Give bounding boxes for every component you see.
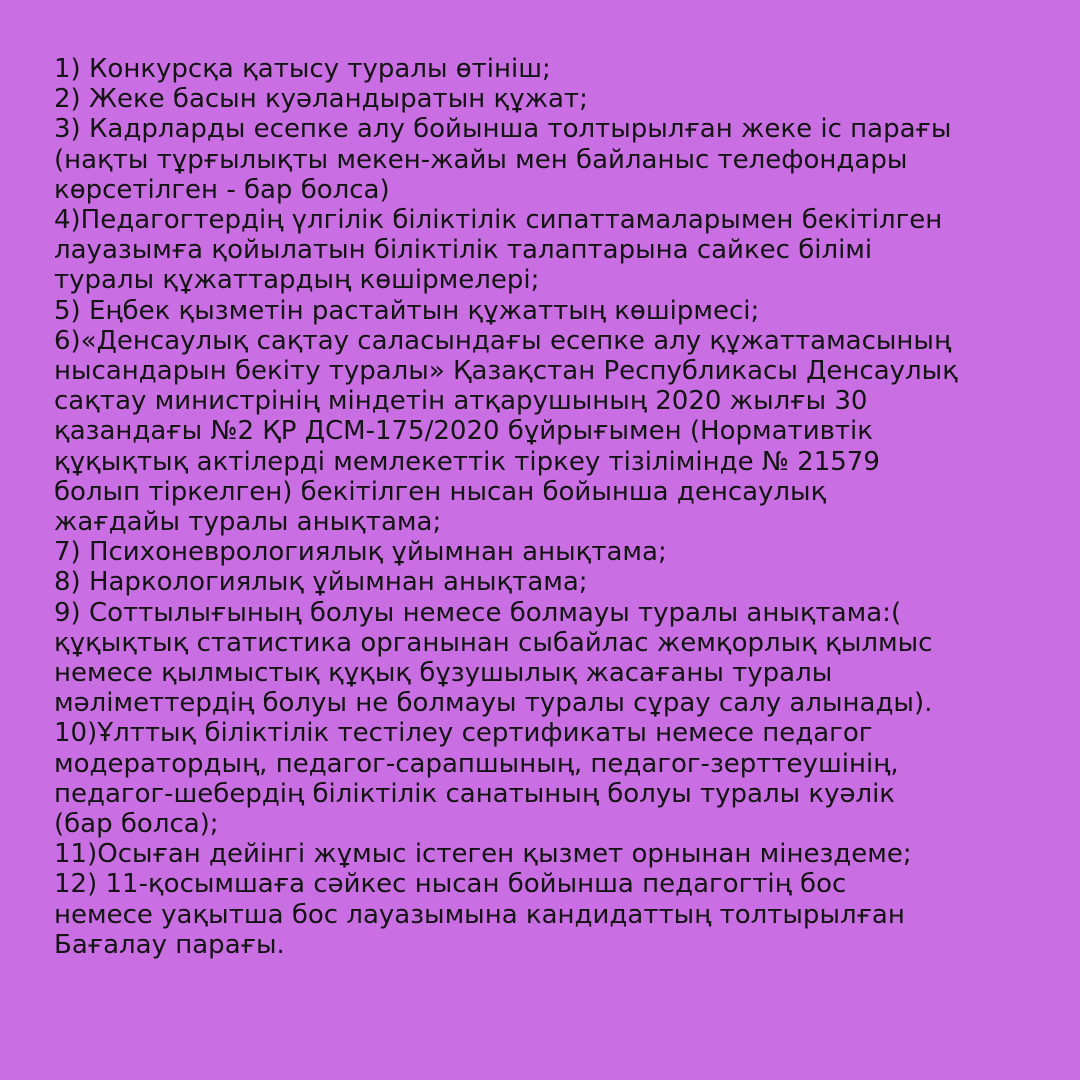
list-line: туралы құжаттардың көшірмелері; [54,265,540,296]
list-line: (бар болса); [54,809,219,840]
list-line: 12) 11-қосымшаға сәйкес нысан бойынша педагогтің бос [54,869,847,900]
list-line: 6)«Денсаулық сақтау саласындағы есепке алу құжаттамасының [54,325,952,356]
list-line: 10)Ұлттық біліктілік тестілеу сертификаты немесе педагог [54,718,873,749]
list-line: 4)Педагогтердің үлгілік біліктілік сипаттамаларымен бекітілген [54,205,943,236]
list-line: 7) Психоневрологиялық ұйымнан анықтама; [54,537,667,568]
list-line: педагог-шебердің біліктілік санатының болуы туралы куәлік [54,778,896,809]
list-line: 1) Конкурсқа қатысу туралы өтініш; [54,54,551,84]
list-line: жағдайы туралы анықтама; [54,507,442,538]
list-line: қазандағы №2 ҚР ДСМ-175/2020 бұйрығымен (Нормативтік [54,416,873,447]
list-line: 8) Наркологиялық ұйымнан анықтама; [54,567,588,598]
list-line: сақтау министрінің міндетін атқарушының 2020 жылғы 30 [54,386,868,417]
list-line: 9) Соттылығының болуы немесе болмауы туралы анықтама:( [54,597,902,628]
list-line: құқықтық статистика органынан сыбайлас жемқорлық қылмыс [54,627,933,658]
list-line: мәліметтердің болуы не болмауы туралы сұрау салу алынады). [54,688,933,719]
list-line: көрсетілген - бар болса) [54,174,390,205]
list-line: 5) Еңбек қызметін растайтын құжаттың көшірмесі; [54,295,760,326]
list-line: 3) Кадрларды есепке алу бойынша толтырылған жеке іс парағы [54,114,952,145]
list-line: модератордың, педагог-сарапшының, педагог-зерттеушінің, [54,748,899,779]
list-line: болып тіркелген) бекітілген нысан бойынша денсаулық [54,476,827,507]
list-line: 11)Осыған дейінгі жұмыс істеген қызмет орнынан мінездеме; [54,839,912,870]
list-line: немесе уақытша бос лауазымына кандидаттың толтырылған [54,899,905,930]
list-line: немесе қылмыстық құқық бұзушылық жасағаны туралы [54,658,833,689]
list-line: нысандарын бекіту туралы» Қазақстан Республикасы Денсаулық [54,356,958,387]
list-line: лауазымға қойылатын біліктілік талаптарына сайкес білімі [54,235,873,266]
list-line: Бағалау парағы. [54,929,285,960]
list-line: 2) Жеке басын куәландыратын құжат; [54,84,588,115]
list-line: (нақты тұрғылықты мекен-жайы мен байланыс телефондары [54,144,908,175]
list-line: құқықтық актілерді мемлекеттік тіркеу тізілімінде № 21579 [54,446,880,477]
requirements-list [54,54,1039,960]
